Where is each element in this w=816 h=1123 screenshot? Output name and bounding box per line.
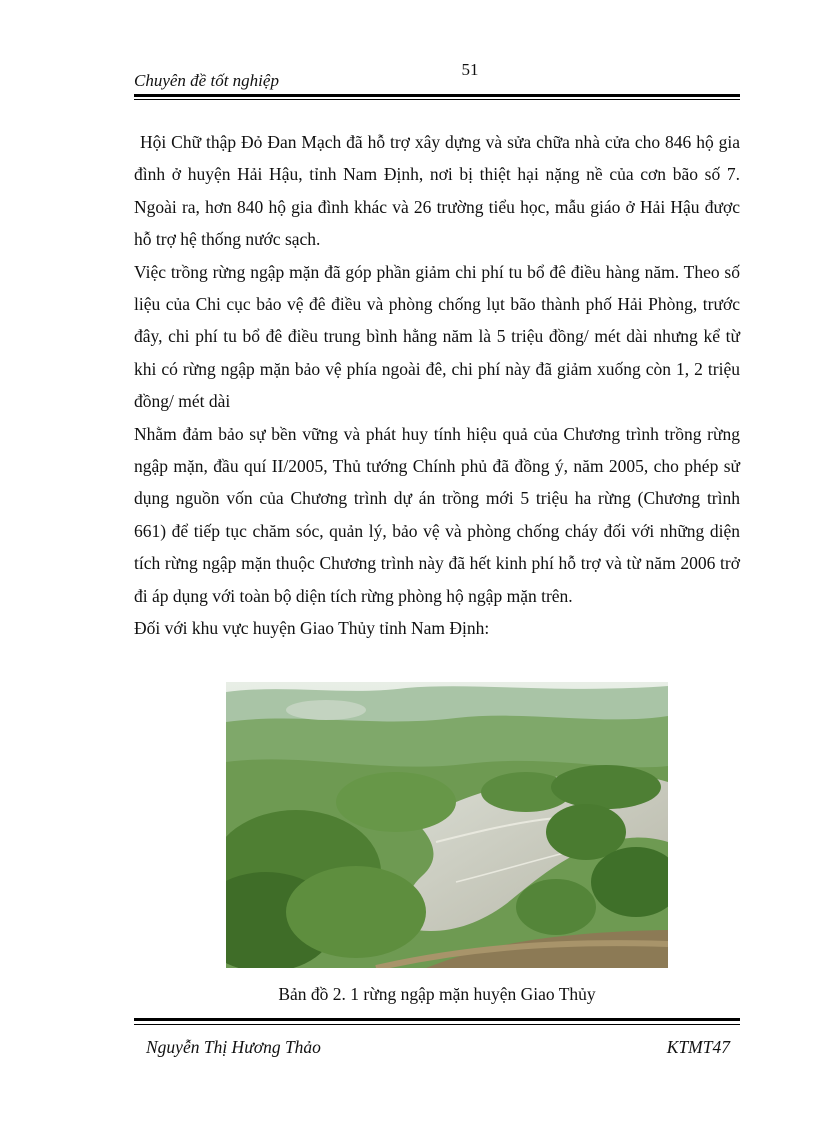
paragraph-program-661: Nhằm đảm bảo sự bền vững và phát huy tính hiệu quả của Chương trình trồng rừng ngập mặn, đầu quí II/2005, Thủ tướng Chính phủ đã đồng ý, năm 2005, cho phép sử dụng nguồn vốn của Chương trình dự án trồng mới 5 triệu ha rừng (Chương trình 661) để tiếp tục chăm sóc, quản lý, bảo vệ và phòng chống cháy đối với những diện tích rừng ngập mặn thuộc Chương trình này đã hết kinh phí hỗ trợ và từ năm 2006 trở đi áp dụng với toàn bộ diện tích rừng phòng hộ ngập mặn trên. — [134, 423, 740, 606]
paragraph-mangrove-cost: Việc trồng rừng ngập mặn đã góp phần giảm chi phí tu bổ đê điều hàng năm. Theo số liệu của Chi cục bảo vệ đê điều và phòng chống lụt bão thành phố Hải Phòng, trước đây, chi phí tu bổ đê điều trung bình hằng năm là 5 triệu đồng/ mét dài nhưng kể từ khi có rừng ngập mặn bảo vệ phía ngoài đê, chi phí này đã giảm xuống còn 1, 2 triệu đồng/ mét dài — [134, 261, 740, 412]
body-text — [134, 126, 740, 645]
header-title: Chuyên đề tốt nghiệp — [134, 71, 279, 90]
footer-rule-thin — [134, 1024, 740, 1025]
footer-author: Nguyễn Thị Hương Thảo — [146, 1037, 321, 1057]
header-rule-thin — [134, 99, 740, 100]
mangrove-photo — [226, 682, 668, 968]
paragraph-red-cross: Hội Chữ thập Đỏ Đan Mạch đã hỗ trợ xây dựng và sửa chữa nhà cửa cho 846 hộ gia đình ở huyện Hải Hậu, tỉnh Nam Định, nơi bị thiệt hại nặng nề của cơn bão số 7. Ngoài ra, hơn 840 hộ gia đình khác và 26 trường tiểu học, mẫu giáo ở Hải Hậu được hỗ trợ hệ thống nước sạch. — [134, 132, 740, 250]
footer-rule-thick — [134, 1018, 740, 1021]
paragraph-giao-thuy: Đối với khu vực huyện Giao Thủy tỉnh Nam Định: — [134, 618, 490, 639]
footer-code: KTMT47 — [666, 1037, 730, 1057]
page-number: 51 — [461, 60, 479, 79]
figure-caption: Bản đồ 2. 1 rừng ngập mặn huyện Giao Thủy — [278, 984, 596, 1004]
header-rule-thick — [134, 94, 740, 97]
